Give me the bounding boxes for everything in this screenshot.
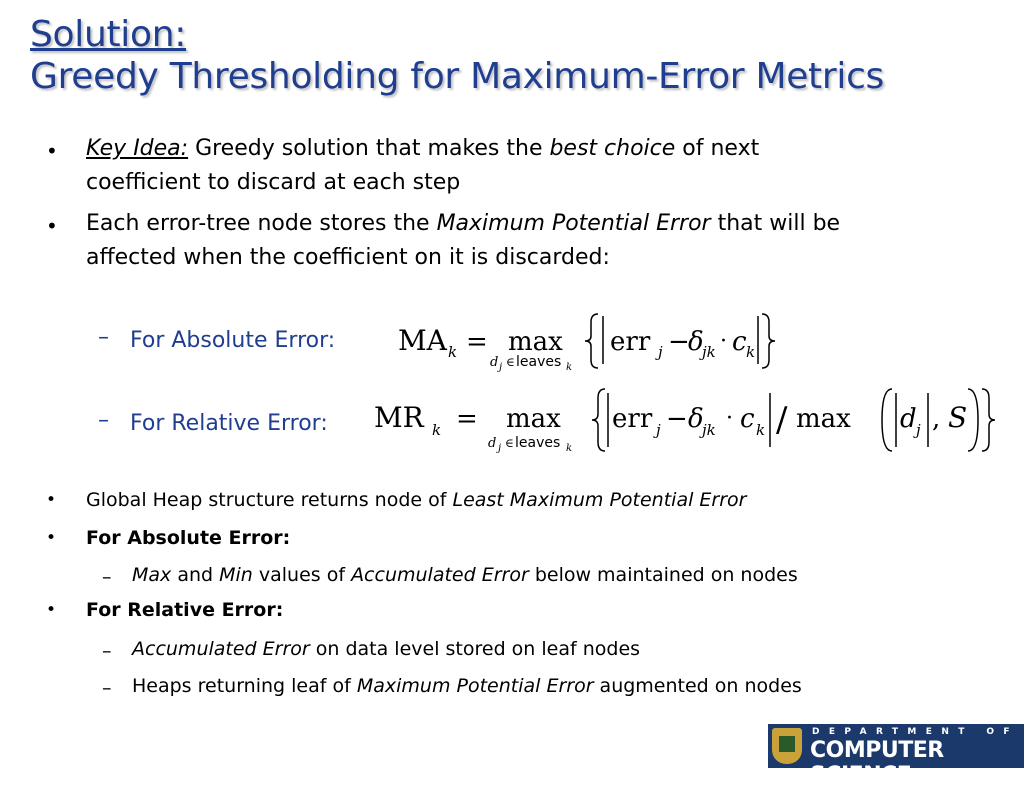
eq-minus: − — [668, 327, 690, 357]
bullet-text: values of — [252, 564, 352, 586]
eq-range-in: ∈ — [505, 436, 514, 450]
bullet-key-idea — [86, 132, 986, 200]
eq-brace-left — [592, 389, 605, 451]
bullet-text: below maintained on nodes — [528, 564, 798, 586]
eq-range-set: leaves — [515, 435, 561, 451]
eq-d: d — [900, 404, 917, 434]
eq-range-in: ∈ — [506, 355, 515, 369]
dash-glyph: – — [98, 325, 109, 350]
title-line1: Solution: — [30, 14, 187, 55]
eq-slash: / — [776, 400, 788, 440]
equation-absolute — [380, 300, 780, 380]
eq-range-set: leaves — [516, 354, 562, 370]
eq-delta: δ — [688, 327, 704, 357]
title-line2: Greedy Thresholding for Maximum-Error Metrics — [30, 56, 885, 97]
eq-lhs: MR — [374, 401, 424, 434]
bullet-text: Each error-tree node stores the — [86, 211, 437, 236]
bullet-glyph: • — [46, 490, 57, 510]
sub-accumulated-error — [132, 634, 640, 664]
bullet-text: affected when the coefficient on it is discarded: — [86, 245, 610, 270]
bullet-glyph: • — [46, 528, 57, 548]
bullet-emphasis: Min — [219, 564, 253, 586]
eq-sub: jk — [702, 421, 716, 439]
eq-c: c — [732, 327, 747, 357]
bullet-emphasis: Maximum Potential Error — [356, 675, 594, 697]
logo-department-text: DEPARTMENT OF — [812, 727, 1019, 737]
bullet-text: and — [171, 564, 220, 586]
eq-brace-right — [762, 314, 775, 368]
logo-computer-science-text: COMPUTER SCIENCE — [810, 738, 944, 788]
eq-range-k: k — [566, 443, 573, 454]
eq-paren-left — [882, 389, 892, 451]
eq-err: err — [610, 327, 651, 357]
eq-sub: j — [658, 343, 663, 361]
eq-range-j: j — [499, 362, 503, 373]
eq-sub: k — [746, 343, 756, 361]
eq-err: err — [612, 404, 653, 434]
eq-range-k: k — [566, 362, 573, 373]
eq-range-d: d — [490, 355, 499, 370]
bullet-absolute-error: For Absolute Error: — [86, 527, 291, 549]
bullet-text: coefficient to discard at each step — [86, 170, 461, 195]
eq-sub: j — [916, 421, 921, 439]
dash-glyph: – — [102, 640, 112, 662]
slide-title — [30, 14, 884, 98]
eq-sub: k — [756, 421, 766, 439]
eq-range-j: j — [498, 443, 502, 454]
bullet-text: on data level stored on leaf nodes — [309, 638, 641, 660]
eq-minus: − — [666, 404, 688, 434]
eq-max2: max — [796, 404, 851, 434]
eq-brace-left — [585, 314, 598, 368]
equation-relative — [370, 385, 1000, 465]
bullet-glyph: • — [46, 214, 58, 238]
bullet-emphasis: Max — [132, 564, 172, 586]
sub-max-min — [132, 560, 798, 590]
eq-max: max — [508, 327, 563, 357]
sub-absolute-error: For Absolute Error: — [130, 328, 336, 353]
bullet-emphasis: Least Maximum Potential Error — [452, 489, 747, 511]
eq-lhs: MA — [398, 324, 447, 357]
eq-sub: j — [656, 421, 661, 439]
dash-glyph: – — [98, 408, 109, 433]
eq-max: max — [506, 404, 561, 434]
bullet-error-tree — [86, 207, 986, 275]
equation-relative-svg — [370, 385, 1000, 465]
dash-glyph: – — [102, 677, 112, 699]
bullet-emphasis: Maximum Potential Error — [436, 211, 711, 236]
eq-delta: δ — [688, 404, 704, 434]
eq-c: c — [740, 404, 755, 434]
eq-sub: k — [448, 343, 458, 361]
bullet-text: that will be — [710, 211, 841, 236]
eq-sub: jk — [702, 343, 716, 361]
bullet-emphasis: Accumulated Error — [132, 638, 310, 660]
key-idea-label: Key Idea: — [86, 136, 189, 161]
bullet-global-heap — [86, 485, 746, 515]
bullet-text: of next — [675, 136, 760, 161]
eq-S: S — [948, 401, 968, 434]
eq-comma: , — [932, 404, 941, 434]
eq-sub: k — [432, 421, 442, 439]
dash-glyph: – — [102, 566, 112, 588]
eq-dot: · — [720, 329, 727, 354]
bullet-text: Global Heap structure returns node of — [86, 489, 453, 511]
bullet-relative-error: For Relative Error: — [86, 599, 284, 621]
sub-heaps — [132, 671, 802, 701]
eq-brace-right — [982, 389, 995, 451]
sub-relative-error: For Relative Error: — [130, 411, 328, 436]
department-logo — [768, 724, 1024, 788]
eq-equals: = — [456, 404, 478, 434]
eq-equals: = — [466, 327, 488, 357]
bullet-emphasis: best choice — [549, 136, 676, 161]
bullet-glyph: • — [46, 139, 58, 163]
bullet-glyph: • — [46, 600, 57, 620]
university-crest-icon — [772, 728, 802, 764]
bullet-text: augmented on nodes — [593, 675, 802, 697]
eq-paren-right — [968, 389, 978, 451]
bullet-text: Greedy solution that makes the — [188, 136, 550, 161]
bullet-emphasis: Accumulated Error — [351, 564, 529, 586]
eq-dot: · — [726, 406, 733, 431]
equation-absolute-svg — [380, 300, 780, 380]
bullet-text: Heaps returning leaf of — [132, 675, 357, 697]
eq-range-d: d — [488, 436, 497, 451]
